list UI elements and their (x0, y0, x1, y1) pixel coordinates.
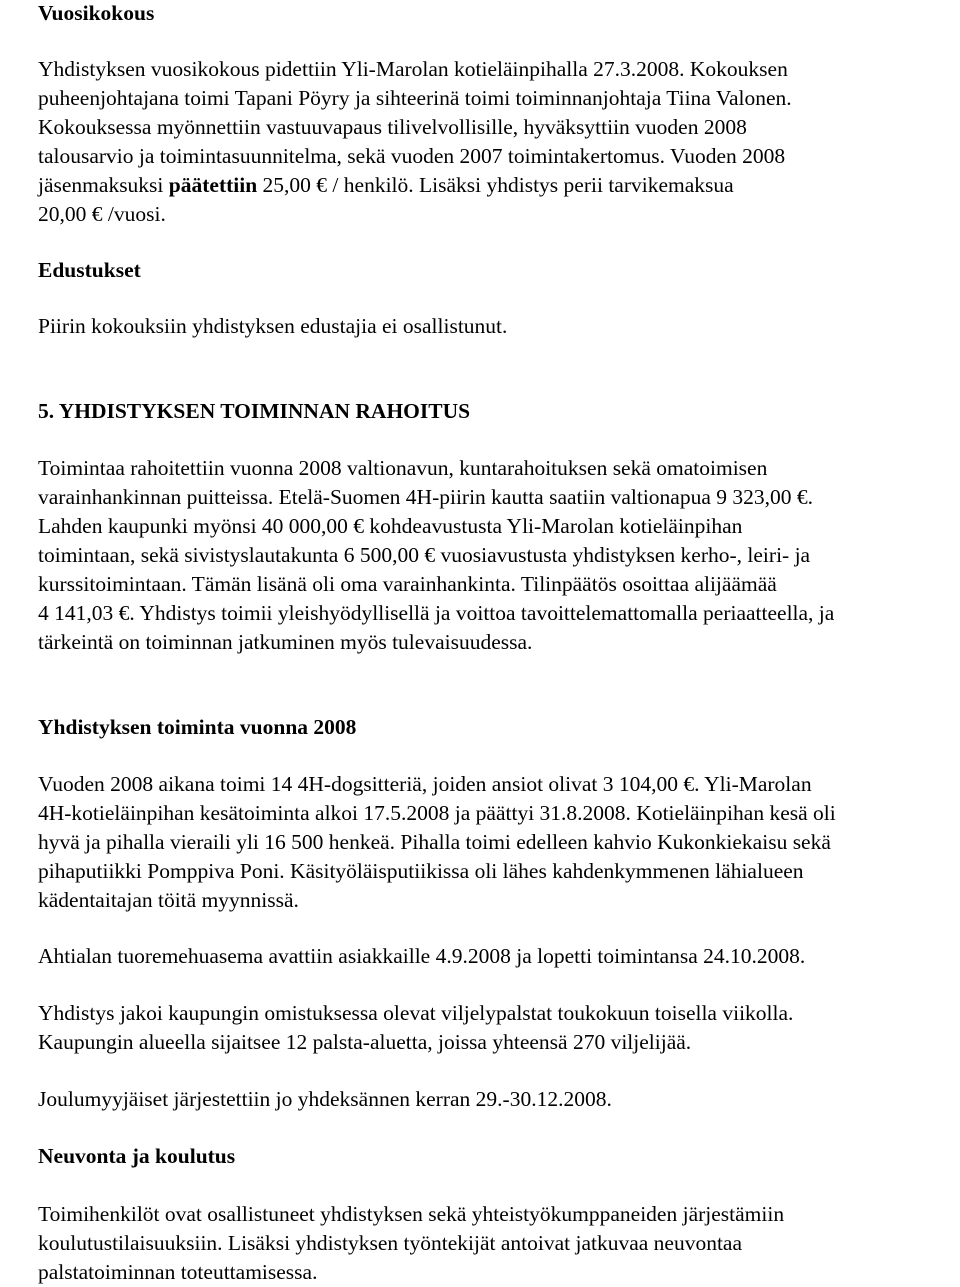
paragraph-line: hyvä ja pihalla vieraili yli 16 500 henkeä. Pihalla toimi edelleen kahvio Kukonkiekaisu sekä (38, 830, 831, 854)
heading-edustukset: Edustukset (38, 258, 141, 282)
paragraph-line: Toimihenkilöt ovat osallistuneet yhdistyksen sekä yhteistyökumppaneiden järjestämiin (38, 1202, 785, 1226)
paragraph-line: varainhankinnan puitteissa. Etelä-Suomen 4H-piirin kautta saatiin valtionapua 9 323,00 €. (38, 485, 814, 509)
text-run: jäsenmaksuksi (38, 173, 169, 197)
paragraph-line: kurssitoimintaan. Tämän lisänä oli oma varainhankinta. Tilinpäätös osoittaa alijäämää (38, 572, 777, 596)
paragraph-line: Yhdistys jakoi kaupungin omistuksessa olevat viljelypalstat toukokuun toisella viikolla. (38, 1001, 794, 1025)
paragraph-line (38, 172, 734, 198)
bold-text: päätettiin (168, 173, 258, 197)
heading-neuvonta: Neuvonta ja koulutus (38, 1144, 236, 1168)
paragraph-line: kädentaitajan töitä myynnissä. (38, 888, 299, 912)
paragraph-line: Kaupungin alueella sijaitsee 12 palsta-aluetta, joissa yhteensä 270 viljelijää. (38, 1030, 692, 1054)
paragraph-line: Piirin kokouksiin yhdistyksen edustajia ei osallistunut. (38, 314, 508, 338)
paragraph-line: Kokouksessa myönnettiin vastuuvapaus tilivelvollisille, hyväksyttiin vuoden 2008 (38, 115, 747, 139)
paragraph-line: Yhdistyksen vuosikokous pidettiin Yli-Marolan kotieläinpihalla 27.3.2008. Kokouksen (38, 57, 788, 81)
heading-vuosikokous: Vuosikokous (38, 1, 155, 25)
paragraph-line: Joulumyyjäiset järjestettiin jo yhdeksännen kerran 29.-30.12.2008. (38, 1087, 612, 1111)
text-run: 25,00 € / henkilö. Lisäksi yhdistys perii tarvikemaksua (257, 173, 734, 197)
paragraph-line: Toimintaa rahoitettiin vuonna 2008 valtionavun, kuntarahoituksen sekä omatoimisen (38, 456, 768, 480)
paragraph-line: palstatoiminnan toteuttamisessa. (38, 1260, 318, 1284)
paragraph-line: toimintaan, sekä sivistyslautakunta 6 500,00 € vuosiavustusta yhdistyksen kerho-, leiri- ja (38, 543, 811, 567)
paragraph-line: Ahtialan tuoremehuasema avattiin asiakkaille 4.9.2008 ja lopetti toimintansa 24.10.2008. (38, 944, 806, 968)
paragraph-line: 4 141,03 €. Yhdistys toimii yleishyödyllisellä ja voittoa tavoittelemattomalla periaatteella, ja (38, 601, 835, 625)
paragraph-line: talousarvio ja toimintasuunnitelma, sekä vuoden 2007 toimintakertomus. Vuoden 2008 (38, 144, 786, 168)
paragraph-line: 20,00 € /vuosi. (38, 202, 166, 226)
paragraph-line: koulutustilaisuuksiin. Lisäksi yhdistyksen työntekijät antoivat jatkuvaa neuvontaa (38, 1231, 743, 1255)
paragraph-line: Vuoden 2008 aikana toimi 14 4H-dogsitteriä, joiden ansiot olivat 3 104,00 €. Yli-Marolan (38, 772, 812, 796)
heading-rahoitus: 5. YHDISTYKSEN TOIMINNAN RAHOITUS (38, 399, 471, 423)
paragraph-line: Lahden kaupunki myönsi 40 000,00 € kohdeavustusta Yli-Marolan kotieläinpihan (38, 514, 743, 538)
paragraph-line: puheenjohtajana toimi Tapani Pöyry ja sihteerinä toimi toiminnanjohtaja Tiina Valonen. (38, 86, 792, 110)
heading-toiminta: Yhdistyksen toiminta vuonna 2008 (38, 715, 357, 739)
paragraph-line: 4H-kotieläinpihan kesätoiminta alkoi 17.5.2008 ja päättyi 31.8.2008. Kotieläinpihan kesä oli (38, 801, 836, 825)
paragraph-line: pihaputiikki Pomppiva Poni. Käsityöläisputiikissa oli lähes kahdenkymmenen lähialueen (38, 859, 804, 883)
paragraph-line: tärkeintä on toiminnan jatkuminen myös tulevaisuudessa. (38, 630, 533, 654)
